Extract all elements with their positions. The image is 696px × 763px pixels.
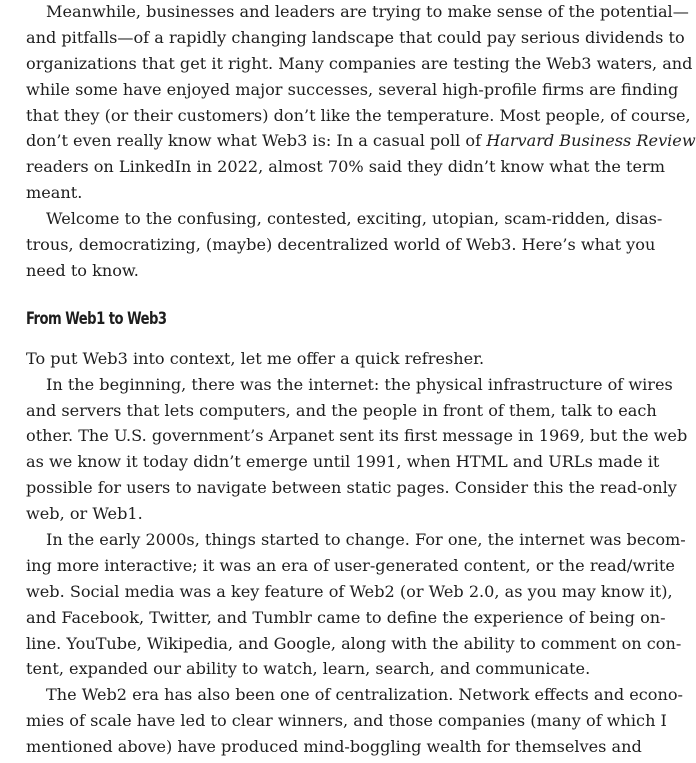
text-line: that they (or their customers) don’t like the temperature. Most people, of course, [26,105,691,125]
text-line: mies of scale have led to clear winners, and those companies (many of which I [26,711,667,731]
text-line: and pitfalls—of a rapidly changing landscape that could pay serious dividends to [26,27,685,47]
text-line: other. The U.S. government’s Arpanet sent its first message in 1969, but the web [26,426,688,446]
text-line: organizations that get it right. Many companies are testing the Web3 waters, and [26,53,693,73]
text-line: To put Web3 into context, let me offer a quick refresher. [26,348,485,368]
text-line: while some have enjoyed major successes, several high-profile firms are finding [26,79,679,99]
text-line: meant. [26,183,83,203]
text-line: web, or Web1. [26,504,143,524]
paragraph [26,0,696,206]
text-line: and servers that lets computers, and the people in front of them, talk to each [26,400,657,420]
text-line: possible for users to navigate between static pages. Consider this the read-only [26,478,677,498]
text-line: and Facebook, Twitter, and Tumblr came to define the experience of being on- [26,607,666,627]
text-line: mentioned above) have produced mind-boggling wealth for themselves and [26,737,642,757]
intro-section [26,0,696,284]
text-line: readers on LinkedIn in 2022, almost 70% said they didn’t know what the term [26,157,665,177]
paragraph [26,527,686,682]
text-line: In the beginning, there was the internet: the physical infrastructure of wires [46,374,673,394]
section-heading: From Web1 to Web3 [26,308,167,329]
text-line: don’t even really know what Web3 is: In a casual poll of Harvard Business Review [26,131,696,151]
text-line: tent, expanded our ability to watch, learn, search, and communicate. [26,659,591,679]
text-line: trous, democratizing, (maybe) decentralized world of Web3. Here’s what you [26,235,656,255]
paragraph [26,206,663,284]
paragraph [26,372,688,527]
text-line: line. YouTube, Wikipedia, and Google, along with the ability to comment on con- [26,633,682,653]
text-line: need to know. [26,260,139,280]
text-line: ing more interactive; it was an era of user-generated content, or the read/write [26,555,675,575]
publication-title: Harvard Business Review [486,131,696,151]
text-line: as we know it today didn’t emerge until 1991, when HTML and URLs made it [26,452,660,472]
text-line: The Web2 era has also been one of centralization. Network effects and econo- [46,685,683,705]
web1-web3-section [26,346,688,760]
text-line: Meanwhile, businesses and leaders are trying to make sense of the potential— [46,2,689,21]
text-line: web. Social media was a key feature of Web2 (or Web 2.0, as you may know it), [26,581,673,601]
paragraph [26,682,683,760]
text-line: Welcome to the confusing, contested, exciting, utopian, scam-ridden, disas- [46,209,663,229]
text-line: In the early 2000s, things started to change. For one, the internet was becom- [46,530,686,550]
paragraph [26,346,638,372]
